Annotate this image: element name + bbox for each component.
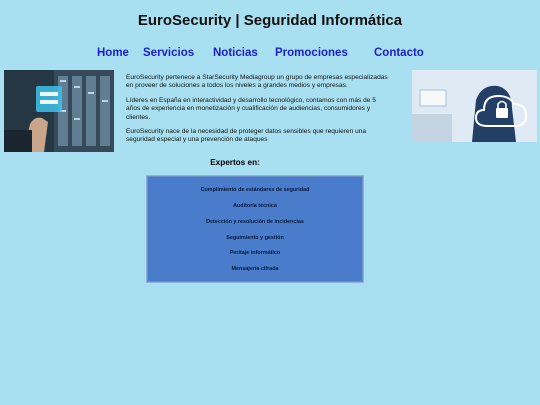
site-title: EuroSecurity | Seguridad Informática [137,12,403,29]
cloud-security-image [412,70,537,142]
services-box [147,176,363,282]
server-room-hand-image [4,70,114,152]
nav-link-promociones[interactable]: Promociones [275,47,348,59]
intro-paragraph: Líderes en España en interactividad y desarrollo tecnológico, contamos con más de 5 años de experiencia en monetización y cualificación de audiencias, consumidores y clientes. [126,96,376,121]
intro-text [126,74,388,151]
service-item: Detección y resolución de incidencias [206,219,304,225]
intro-paragraph: EuroSecurity pertenece a StarSecurity Mediagroup un grupo de empresas especializadas en proveer de soluciones a todos los niveles a grandes medios y empresas. [126,74,388,90]
intro-paragraph: EuroSecurity nace de la necesidad de proteger datos sensibles que requieren una seguridad especial y una prevención de ataques [126,128,367,144]
nav-link-noticias[interactable]: Noticias [213,47,258,59]
nav-link-servicios[interactable]: Servicios [143,47,195,59]
nav-link-contacto[interactable]: Contacto [374,47,424,59]
service-item: Peritaje informático [229,250,281,256]
experts-heading: Expertos en: [210,158,260,167]
service-item: Mensajería cifrada [231,266,279,272]
service-item: Cumplimiento de estándares de seguridad [200,187,310,193]
service-item: Seguimiento y gestión [226,235,284,241]
nav-link-home[interactable]: Home [97,47,129,59]
service-item: Auditoría técnica [233,203,277,209]
